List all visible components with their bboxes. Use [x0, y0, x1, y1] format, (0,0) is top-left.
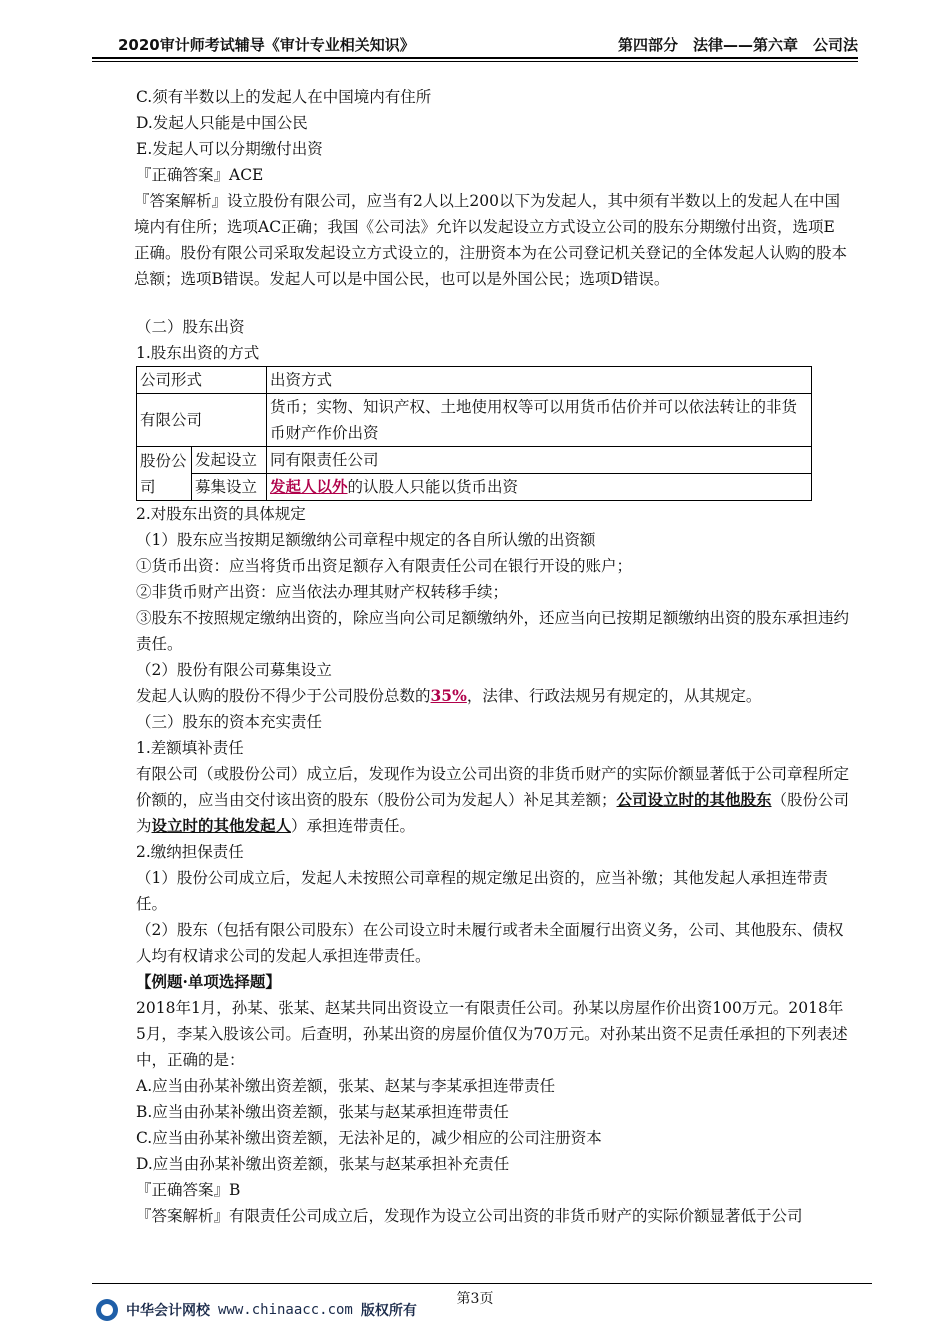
table-row — [137, 394, 812, 447]
q1-analysis: 『答案解析』设立股份有限公司，应当有2人以上200以下为发起人，其中须有半数以上的发起人在中国境内有住所；选项AC正确；我国《公司法》允许以发起设立方式设立公司的股东分期缴付出资，选项E正确。股份有限公司采取发起设立方式设立的，注册资本为在公司登记机关登记的全体发起人认购的股本总额；选项B错误。发起人可以是中国公民，也可以是外国公民；选项D错误。 — [134, 192, 848, 288]
q2-answer: 『正确答案』B — [136, 1181, 241, 1199]
q2-analysis: 『答案解析』有限责任公司成立后，发现作为设立公司出资的非货币财产的实际价额显著低于公司 — [136, 1207, 803, 1225]
table-cell: 股份公司 — [137, 447, 192, 501]
section-3-subtitle-1: 1.差额填补责任 — [136, 739, 244, 757]
copyright-text: 版权所有 — [360, 1303, 417, 1319]
table-cell: 同有限责任公司 — [267, 447, 812, 474]
table-cell: 货币；实物、知识产权、土地使用权等可以用货币估价并可以依法转让的非货币财产作价出资 — [267, 394, 812, 447]
q2-option-d: D.应当由孙某补缴出资差额，张某与赵某承担补充责任 — [136, 1155, 510, 1173]
paragraph: ③股东不按照规定缴纳出资的，除应当向公司足额缴纳外，还应当向已按期足额缴纳出资的股东承担违约责任。 — [136, 609, 850, 653]
table-header-cell: 公司形式 — [137, 367, 267, 394]
emphasis-text: 设立时的其他发起人 — [151, 816, 292, 835]
page-header — [92, 30, 858, 56]
paragraph — [136, 683, 850, 709]
section-2-title: （二）股东出资 — [136, 318, 245, 336]
table-cell: 发起设立 — [192, 447, 267, 474]
header-rule-thin — [92, 61, 858, 62]
brand-name: 中华会计网校 — [126, 1303, 210, 1319]
paragraph: ①货币出资：应当将货币出资足额存入有限责任公司在银行开设的账户； — [136, 557, 633, 575]
q1-option-e: E.发起人可以分期缴付出资 — [136, 140, 323, 158]
table-cell-text: 的认股人只能以货币出资 — [347, 478, 519, 496]
emphasis-text: 公司设立时的其他股东 — [616, 790, 772, 809]
contribution-methods-table — [136, 366, 812, 501]
section-2-subtitle-2: 2.对股东出资的具体规定 — [136, 505, 306, 523]
example-tag: 【例题·单项选择题】 — [136, 972, 281, 991]
q2-option-c: C.应当由孙某补缴出资差额，无法补足的，减少相应的公司注册资本 — [136, 1129, 602, 1147]
paragraph: （1）股东应当按期足额缴纳公司章程中规定的各自所认缴的出资额 — [136, 531, 596, 549]
paragraph: （2）股份有限公司募集设立 — [136, 661, 332, 679]
chinaacc-logo-icon — [96, 1299, 118, 1321]
paragraph: （1）股份公司成立后，发起人未按照公司章程的规定缴足出资的，应当补缴；其他发起人承担连带责任。 — [136, 869, 828, 913]
table-row — [137, 447, 812, 474]
table-cell: 募集设立 — [192, 474, 267, 501]
highlight-text: 发起人以外 — [270, 477, 348, 496]
paragraph: ②非货币财产出资：应当依法办理其财产权转移手续； — [136, 583, 509, 601]
brand-url: www.chinaacc.com — [218, 1302, 353, 1318]
section-2-subtitle-1: 1.股东出资的方式 — [136, 344, 260, 362]
text: （股份公司为 — [136, 791, 850, 835]
table-row — [137, 474, 812, 501]
header-rule — [92, 57, 858, 59]
text: 发起人认购的股份不得少于公司股份总数的 — [136, 687, 431, 705]
q2-stem: 2018年1月，孙某、张某、赵某共同出资设立一有限责任公司。孙某以房屋作价出资100万元。2018年5月，李某入股该公司。后查明，孙某出资的房屋价值仅为70万元。对孙某出资不足责任承担的下列表述中，正确的是： — [136, 999, 848, 1069]
text: ）承担连带责任。 — [291, 817, 416, 835]
header-book-title: 2020审计师考试辅导《审计专业相关知识》 — [118, 36, 415, 54]
text: ，法律、行政法规另有规定的，从其规定。 — [466, 687, 762, 705]
footer-rule — [92, 1283, 872, 1284]
document-body — [136, 84, 850, 1229]
text: 有限公司（或股份公司）成立后，发现作为设立公司出资的非货币财产的实际价额显著低于公司章程所定价额的，应当由交付该出资的股东（股份公司为发起人）补足其差额； — [136, 765, 850, 809]
highlight-text: 35% — [430, 686, 467, 705]
paragraph — [136, 761, 850, 839]
table-cell — [267, 474, 812, 501]
q1-answer: 『正确答案』ACE — [136, 166, 264, 184]
table-cell: 有限公司 — [137, 394, 267, 447]
q2-option-b: B.应当由孙某补缴出资差额，张某与赵某承担连带责任 — [136, 1103, 509, 1121]
table-header-cell: 出资方式 — [267, 367, 812, 394]
page-number: 第3页 — [456, 1291, 494, 1307]
q1-option-c: C.须有半数以上的发起人在中国境内有住所 — [136, 88, 432, 106]
section-3-subtitle-2: 2.缴纳担保责任 — [136, 843, 244, 861]
section-3-title: （三）股东的资本充实责任 — [136, 713, 323, 731]
footer-brand — [96, 1296, 417, 1324]
q2-option-a: A.应当由孙某补缴出资差额，张某、赵某与李某承担连带责任 — [136, 1077, 556, 1095]
table-row — [137, 367, 812, 394]
header-chapter-title: 第四部分 法律——第六章 公司法 — [617, 36, 858, 54]
q1-option-d: D.发起人只能是中国公民 — [136, 114, 308, 132]
paragraph: （2）股东（包括有限公司股东）在公司设立时未履行或者未全面履行出资义务，公司、其他股东、债权人均有权请求公司的发起人承担连带责任。 — [136, 921, 844, 965]
